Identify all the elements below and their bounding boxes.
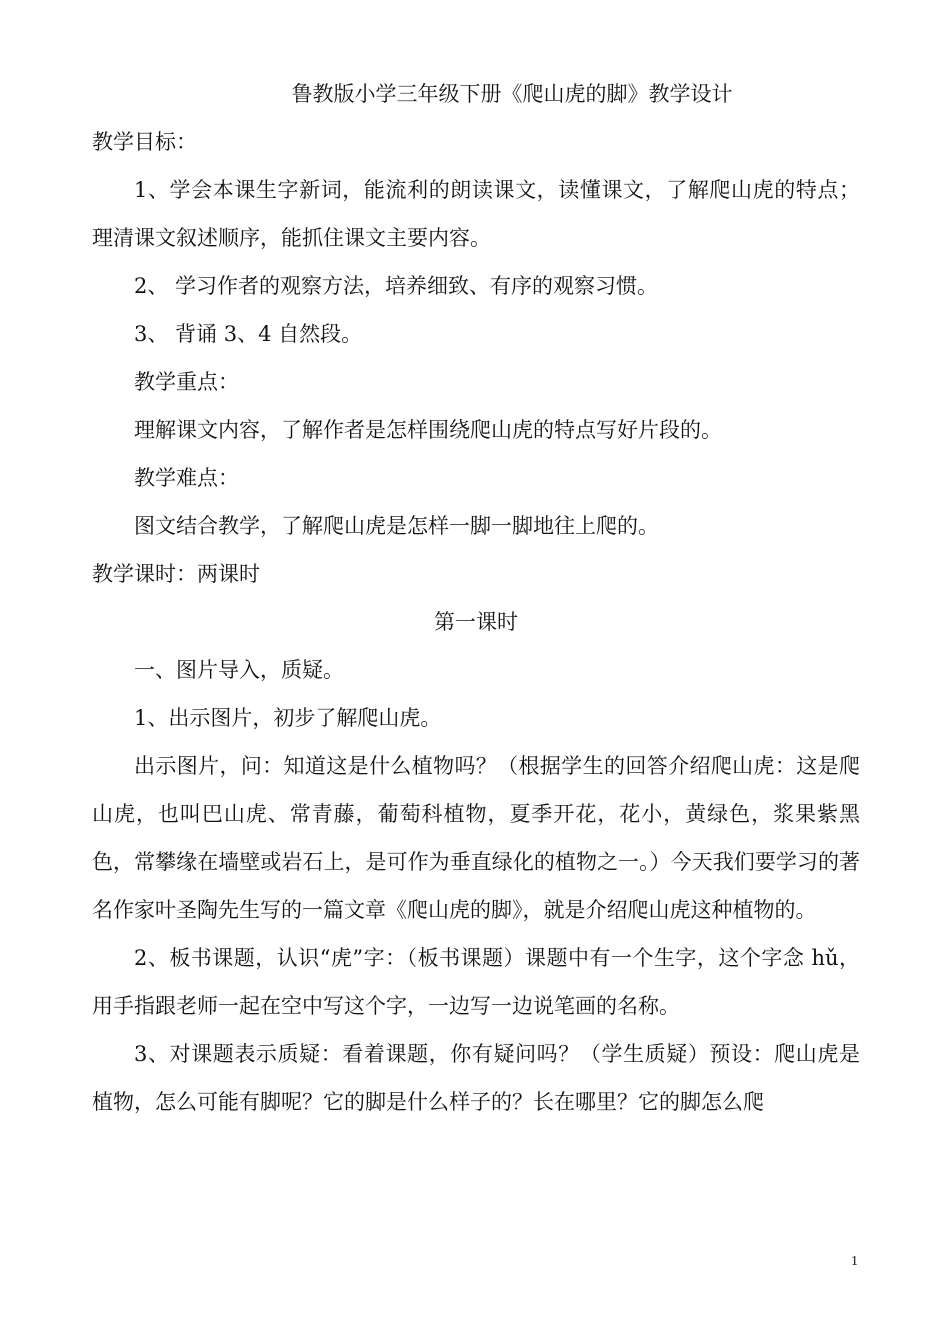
step-2: 2、板书课题，认识“虎”字：（板书课题）课题中有一个生字，这个字念 hǔ，用手指跟老师一起在空中写这个字，一边写一边说笔画的名称。 (92, 946, 860, 1018)
step-1-detail: 出示图片，问：知道这是什么植物吗？（根据学生的回答介绍爬山虎：这是爬山虎，也叫巴山虎、常青藤，葡萄科植物，夏季开花，花小，黄绿色，浆果紫黑色，常攀缘在墙壁或岩石上，是可作为垂直绿化的植物之一。）今天我们要学习的著名作家叶圣陶先生写的一篇文章《爬山虎的脚》，就是介绍爬山虎这种植物的。 (92, 754, 860, 922)
key-point-heading: 教学重点： (134, 370, 239, 394)
step-3: 3、对课题表示质疑：看着课题，你有疑问吗？（学生质疑）预设：爬山虎是植物，怎么可能有脚呢？它的脚是什么样子的？长在哪里？它的脚怎么爬 (92, 1042, 860, 1114)
objective-1: 1、学会本课生字新词，能流利的朗读课文，读懂课文，了解爬山虎的特点；理清课文叙述顺序，能抓住课文主要内容。 (92, 178, 860, 250)
difficulty-text: 图文结合教学，了解爬山虎是怎样一脚一脚地往上爬的。 (134, 514, 659, 538)
lesson-1-heading: 第一课时 (434, 610, 518, 634)
objective-2: 2、 学习作者的观察方法，培养细致、有序的观察习惯。 (134, 274, 659, 298)
document-body (92, 70, 860, 1126)
section-1-heading: 一、图片导入，质疑。 (134, 658, 344, 682)
class-hours: 教学课时：两课时 (92, 562, 260, 586)
document-title: 鲁教版小学三年级下册《爬山虎的脚》教学设计 (291, 82, 733, 106)
objectives-heading: 教学目标： (92, 130, 197, 154)
difficulty-heading: 教学难点： (134, 466, 239, 490)
page-number: 1 (851, 1254, 858, 1269)
key-point-text: 理解课文内容，了解作者是怎样围绕爬山虎的特点写好片段的。 (134, 418, 722, 442)
objective-3: 3、 背诵 3、4 自然段。 (134, 322, 363, 346)
step-1: 1、出示图片，初步了解爬山虎。 (134, 706, 442, 730)
